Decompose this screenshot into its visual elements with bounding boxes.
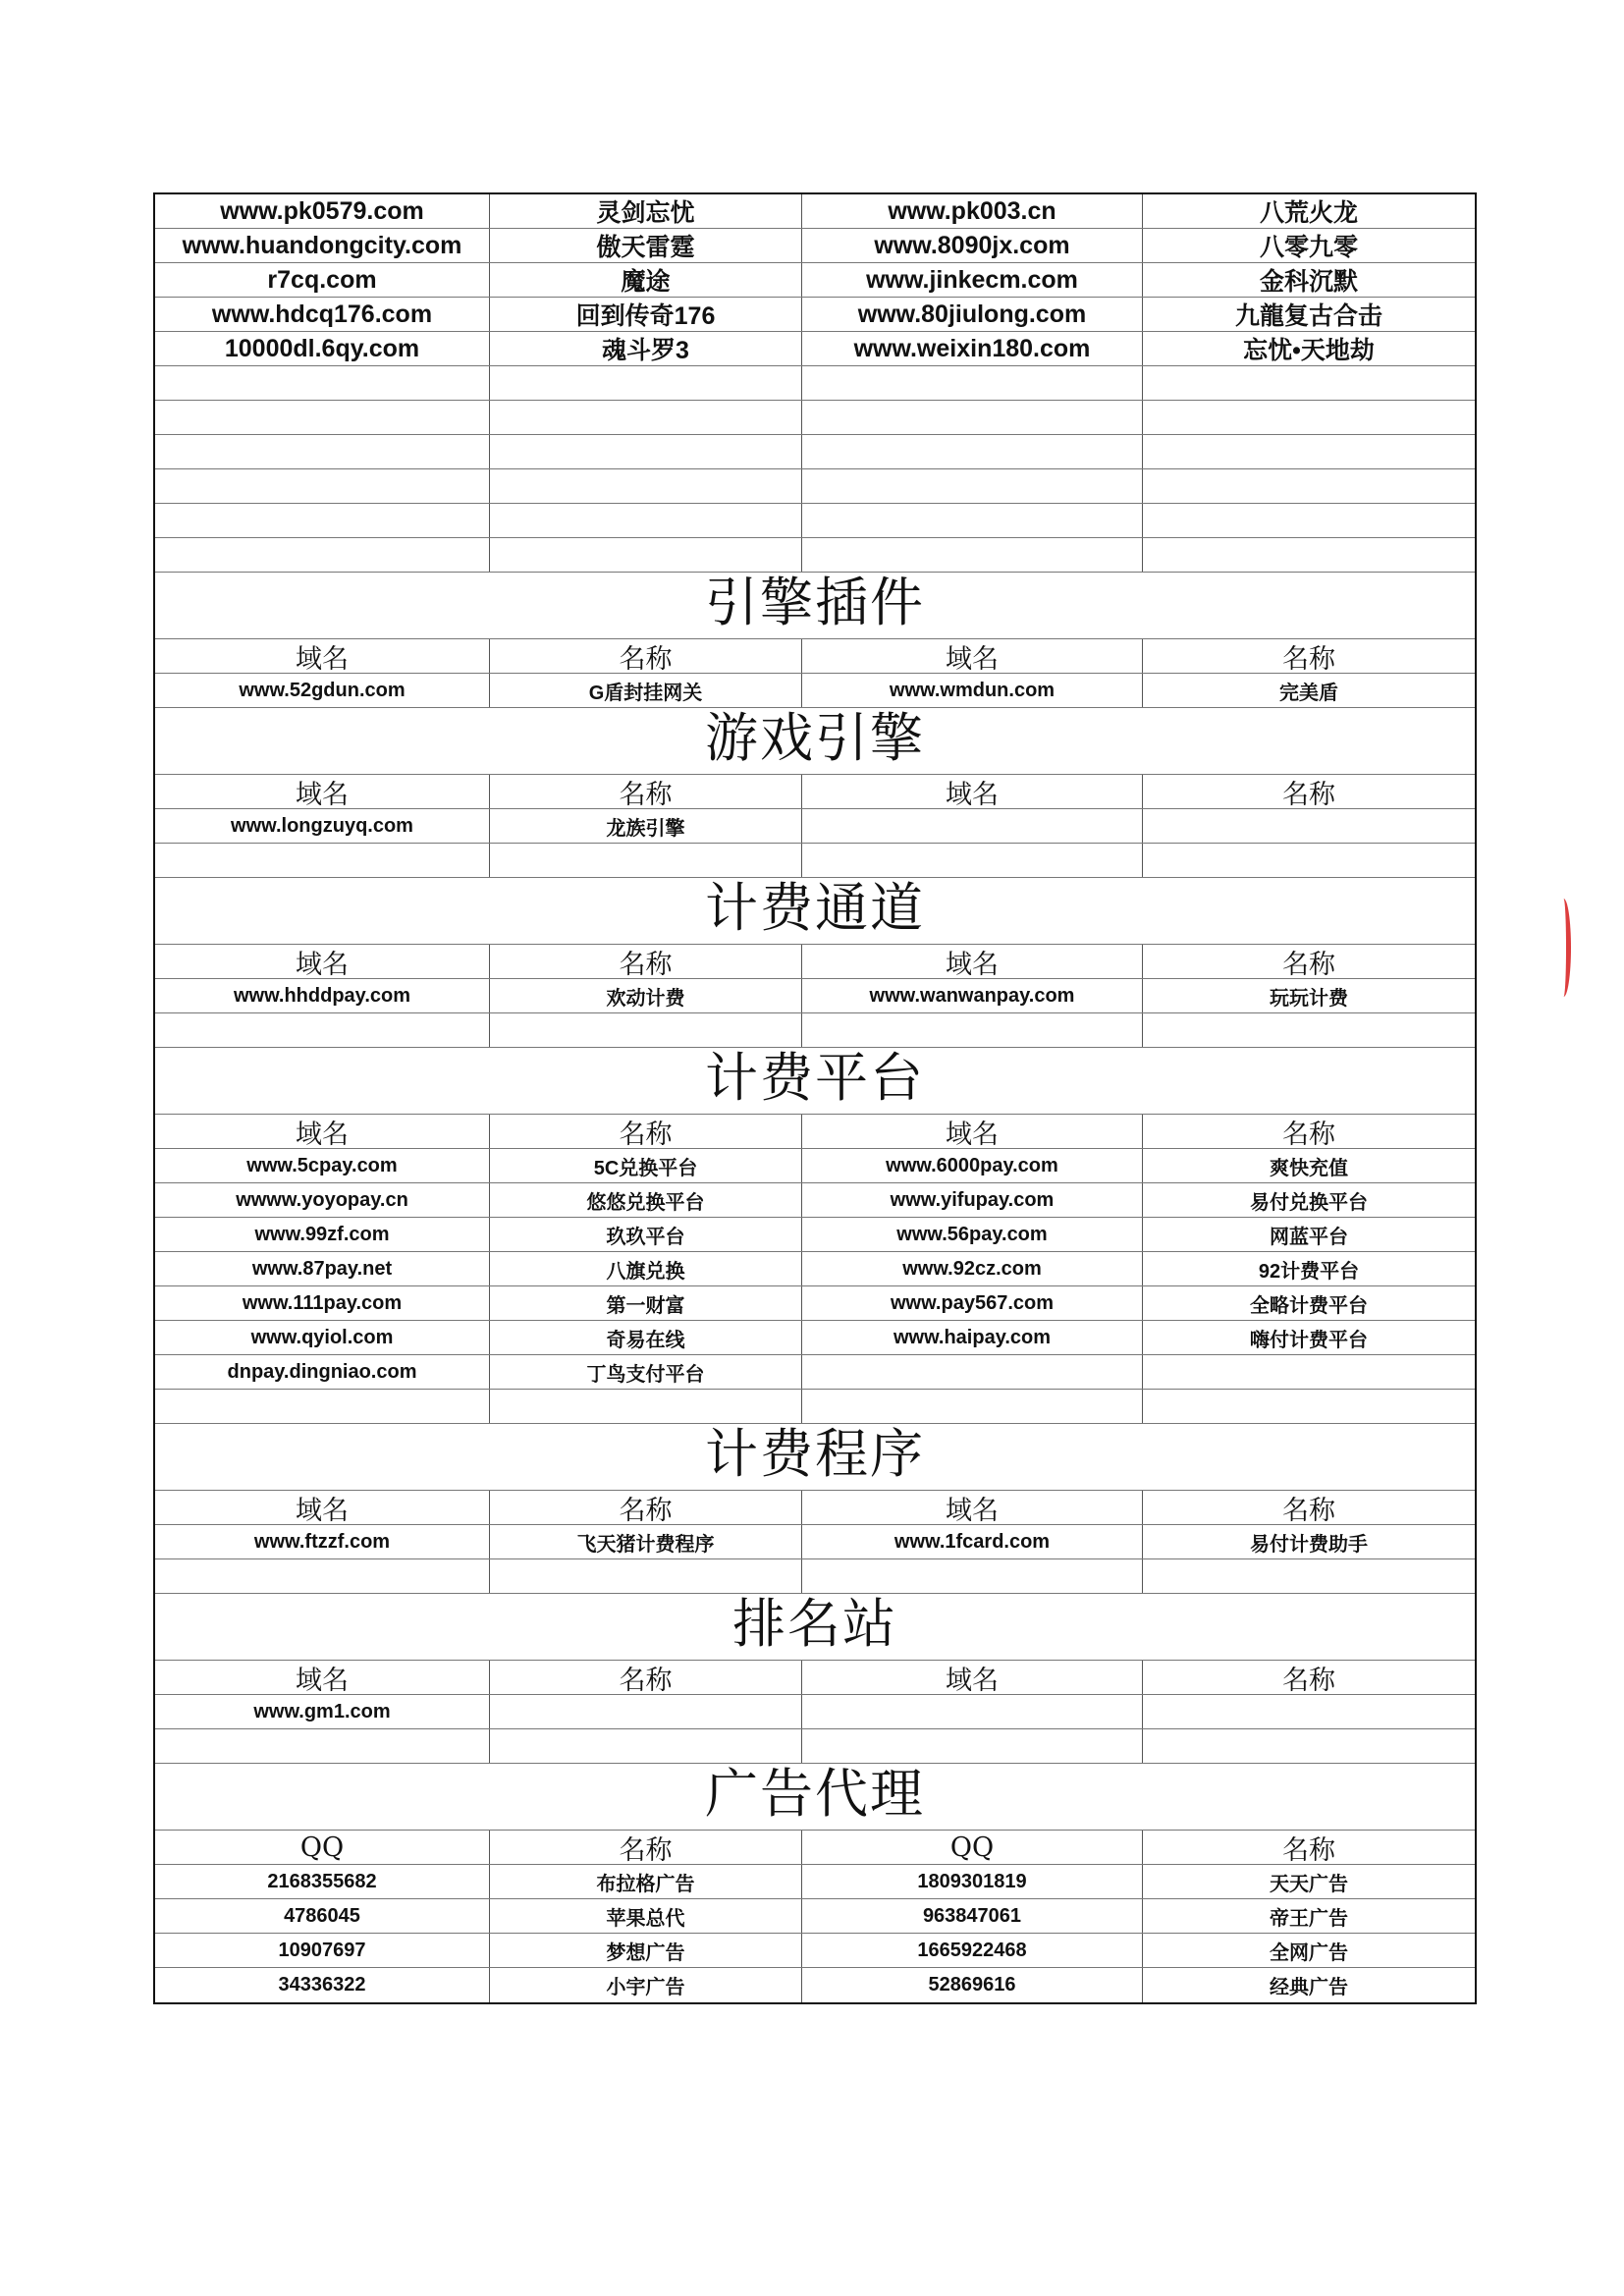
name-cell: 帝王广告 bbox=[1270, 1907, 1348, 1930]
name-cell: 梦想广告 bbox=[490, 1934, 802, 1967]
column-header: 域名 bbox=[155, 775, 490, 808]
blank-row bbox=[155, 435, 1475, 469]
name-cell: 易付计费助手 bbox=[1250, 1533, 1368, 1556]
domain-cell: www.80jiulong.com bbox=[802, 298, 1143, 331]
name-cell: 魂斗罗3 bbox=[490, 332, 802, 365]
column-header: 域名 bbox=[802, 639, 1143, 673]
section-title: 计费通道 bbox=[155, 878, 1475, 945]
domain-cell: www.111pay.com bbox=[155, 1286, 490, 1320]
domain-cell bbox=[802, 1355, 1143, 1389]
column-header: 名称 bbox=[490, 1831, 802, 1864]
column-header: QQ bbox=[802, 1831, 1143, 1864]
listing-table bbox=[153, 192, 1477, 2004]
domain-cell: www.qyiol.com bbox=[155, 1321, 490, 1354]
name-cell: 八荒火龙 bbox=[1259, 199, 1358, 227]
domain-cell: www.yifupay.com bbox=[802, 1183, 1143, 1217]
domain-cell: www.gm1.com bbox=[155, 1695, 490, 1728]
column-header: 域名 bbox=[155, 945, 490, 978]
table-row bbox=[155, 979, 1475, 1013]
header-row bbox=[155, 1115, 1475, 1149]
domain-cell: www.huandongcity.com bbox=[155, 229, 490, 262]
column-header: 域名 bbox=[155, 1115, 490, 1148]
domain-cell bbox=[802, 1695, 1143, 1728]
name-cell: 全网广告 bbox=[1270, 1941, 1348, 1964]
section-title: 引擎插件 bbox=[155, 573, 1475, 639]
domain-cell: www.56pay.com bbox=[802, 1218, 1143, 1251]
domain-cell: www.6000pay.com bbox=[802, 1149, 1143, 1182]
domain-cell: www.52gdun.com bbox=[155, 674, 490, 707]
column-header: 域名 bbox=[155, 1661, 490, 1694]
column-header: 域名 bbox=[802, 775, 1143, 808]
domain-cell: www.8090jx.com bbox=[802, 229, 1143, 262]
name-cell bbox=[490, 1695, 802, 1728]
name-cell: 忘忧•天地劫 bbox=[1243, 337, 1375, 364]
name-cell: 天天广告 bbox=[1270, 1873, 1348, 1895]
name-cell: 嗨付计费平台 bbox=[1250, 1329, 1368, 1351]
qq-cell: 4786045 bbox=[155, 1899, 490, 1933]
qq-cell: 52869616 bbox=[802, 1968, 1143, 2002]
table-row bbox=[155, 1934, 1475, 1968]
column-header: 名称 bbox=[490, 945, 802, 978]
name-cell: 爽快充值 bbox=[1270, 1157, 1348, 1179]
domain-cell: www.longzuyq.com bbox=[155, 809, 490, 843]
column-header: 域名 bbox=[802, 1661, 1143, 1694]
column-header: 名称 bbox=[1282, 1665, 1335, 1694]
domain-cell: www.jinkecm.com bbox=[802, 263, 1143, 297]
section-title: 游戏引擎 bbox=[155, 708, 1475, 775]
name-cell: 苹果总代 bbox=[490, 1899, 802, 1933]
table-row bbox=[155, 1695, 1475, 1729]
column-header: QQ bbox=[155, 1831, 490, 1864]
domain-cell: www.ftzzf.com bbox=[155, 1525, 490, 1558]
domain-cell: www.1fcard.com bbox=[802, 1525, 1143, 1558]
domain-cell: www.hhddpay.com bbox=[155, 979, 490, 1012]
name-cell: 八零九零 bbox=[1259, 234, 1358, 261]
column-header: 名称 bbox=[1282, 949, 1335, 978]
domain-cell: www.wanwanpay.com bbox=[802, 979, 1143, 1012]
name-cell: 傲天雷霆 bbox=[490, 229, 802, 262]
name-cell: 八旗兑换 bbox=[490, 1252, 802, 1285]
table-row bbox=[155, 809, 1475, 844]
column-header: 名称 bbox=[1282, 643, 1335, 673]
domain-cell: www.87pay.net bbox=[155, 1252, 490, 1285]
table-row bbox=[155, 1321, 1475, 1355]
name-cell: 网蓝平台 bbox=[1270, 1226, 1348, 1248]
qq-cell: 1809301819 bbox=[802, 1865, 1143, 1898]
blank-row bbox=[155, 401, 1475, 435]
domain-cell: dnpay.dingniao.com bbox=[155, 1355, 490, 1389]
name-cell: 悠悠兑换平台 bbox=[490, 1183, 802, 1217]
domain-cell: www.pk003.cn bbox=[802, 194, 1143, 228]
domain-cell: www.wmdun.com bbox=[802, 674, 1143, 707]
name-cell: 完美盾 bbox=[1279, 682, 1338, 704]
name-cell: 回到传奇176 bbox=[490, 298, 802, 331]
table-row bbox=[155, 1183, 1475, 1218]
header-row bbox=[155, 1831, 1475, 1865]
domain-cell: www.weixin180.com bbox=[802, 332, 1143, 365]
domain-cell: www.haipay.com bbox=[802, 1321, 1143, 1354]
name-cell: 金科沉默 bbox=[1259, 268, 1358, 296]
column-header: 域名 bbox=[155, 1491, 490, 1524]
column-header: 域名 bbox=[802, 1491, 1143, 1524]
column-header: 名称 bbox=[490, 775, 802, 808]
column-header: 名称 bbox=[1282, 1119, 1335, 1148]
table-row bbox=[155, 1286, 1475, 1321]
column-header: 名称 bbox=[490, 1115, 802, 1148]
column-header: 名称 bbox=[1282, 1834, 1335, 1864]
column-header: 域名 bbox=[802, 1115, 1143, 1148]
name-cell: 布拉格广告 bbox=[490, 1865, 802, 1898]
table-row bbox=[155, 1968, 1475, 2002]
table-row bbox=[155, 1525, 1475, 1559]
blank-row bbox=[155, 366, 1475, 401]
table-row bbox=[155, 1899, 1475, 1934]
column-header: 名称 bbox=[490, 1661, 802, 1694]
column-header: 名称 bbox=[1282, 1495, 1335, 1524]
table-row bbox=[155, 263, 1475, 298]
name-cell: 灵剑忘忧 bbox=[490, 194, 802, 228]
name-cell: 飞天猪计费程序 bbox=[490, 1525, 802, 1558]
name-cell: 经典广告 bbox=[1270, 1977, 1348, 1998]
domain-cell: r7cq.com bbox=[155, 263, 490, 297]
table-row bbox=[155, 1865, 1475, 1899]
name-cell: 九龍复古合击 bbox=[1234, 302, 1382, 330]
table-row bbox=[155, 194, 1475, 229]
name-cell: 奇易在线 bbox=[490, 1321, 802, 1354]
table-row bbox=[155, 298, 1475, 332]
blank-row bbox=[155, 504, 1475, 538]
domain-cell: www.5cpay.com bbox=[155, 1149, 490, 1182]
table-row bbox=[155, 1252, 1475, 1286]
name-cell: 魔途 bbox=[490, 263, 802, 297]
name-cell bbox=[1143, 1695, 1475, 1728]
name-cell: 玩玩计费 bbox=[1270, 987, 1348, 1010]
domain-cell bbox=[802, 809, 1143, 843]
qq-cell: 1665922468 bbox=[802, 1934, 1143, 1967]
qq-cell: 34336322 bbox=[155, 1968, 490, 2002]
name-cell: 92计费平台 bbox=[1258, 1260, 1360, 1283]
section-title: 计费平台 bbox=[155, 1048, 1475, 1115]
qq-cell: 963847061 bbox=[802, 1899, 1143, 1933]
name-cell: 小宇广告 bbox=[490, 1968, 802, 2002]
name-cell: 易付兑换平台 bbox=[1250, 1191, 1368, 1214]
name-cell: 玖玖平台 bbox=[490, 1218, 802, 1251]
name-cell: 5C兑换平台 bbox=[490, 1149, 802, 1182]
name-cell: G盾封挂网关 bbox=[490, 674, 802, 707]
column-header: 域名 bbox=[802, 945, 1143, 978]
section-title: 排名站 bbox=[155, 1594, 1475, 1661]
table-row bbox=[155, 332, 1475, 366]
table-row bbox=[155, 1218, 1475, 1252]
name-cell bbox=[1143, 1355, 1475, 1389]
domain-cell: www.pk0579.com bbox=[155, 194, 490, 228]
name-cell: 龙族引擎 bbox=[490, 809, 802, 843]
domain-cell: www.92cz.com bbox=[802, 1252, 1143, 1285]
name-cell: 丁鸟支付平台 bbox=[490, 1355, 802, 1389]
domain-cell: www.99zf.com bbox=[155, 1218, 490, 1251]
header-row bbox=[155, 639, 1475, 674]
domain-cell: wwww.yoyopay.cn bbox=[155, 1183, 490, 1217]
table-row bbox=[155, 1149, 1475, 1183]
qq-cell: 2168355682 bbox=[155, 1865, 490, 1898]
qq-cell: 10907697 bbox=[155, 1934, 490, 1967]
name-cell: 欢动计费 bbox=[490, 979, 802, 1012]
header-row bbox=[155, 775, 1475, 809]
name-cell: 全略计费平台 bbox=[1250, 1294, 1368, 1317]
header-row bbox=[155, 945, 1475, 979]
section-title: 计费程序 bbox=[155, 1424, 1475, 1491]
header-row bbox=[155, 1661, 1475, 1695]
column-header: 名称 bbox=[490, 1491, 802, 1524]
name-cell bbox=[1143, 809, 1475, 843]
table-row bbox=[155, 229, 1475, 263]
red-seal-mark bbox=[1556, 899, 1571, 997]
section-title: 广告代理 bbox=[155, 1764, 1475, 1831]
column-header: 域名 bbox=[155, 639, 490, 673]
column-header: 名称 bbox=[1282, 779, 1335, 808]
domain-cell: 10000dl.6qy.com bbox=[155, 332, 490, 365]
header-row bbox=[155, 1491, 1475, 1525]
column-header: 名称 bbox=[490, 639, 802, 673]
domain-cell: www.hdcq176.com bbox=[155, 298, 490, 331]
domain-cell: www.pay567.com bbox=[802, 1286, 1143, 1320]
name-cell: 第一财富 bbox=[490, 1286, 802, 1320]
blank-row bbox=[155, 469, 1475, 504]
table-row bbox=[155, 1355, 1475, 1390]
